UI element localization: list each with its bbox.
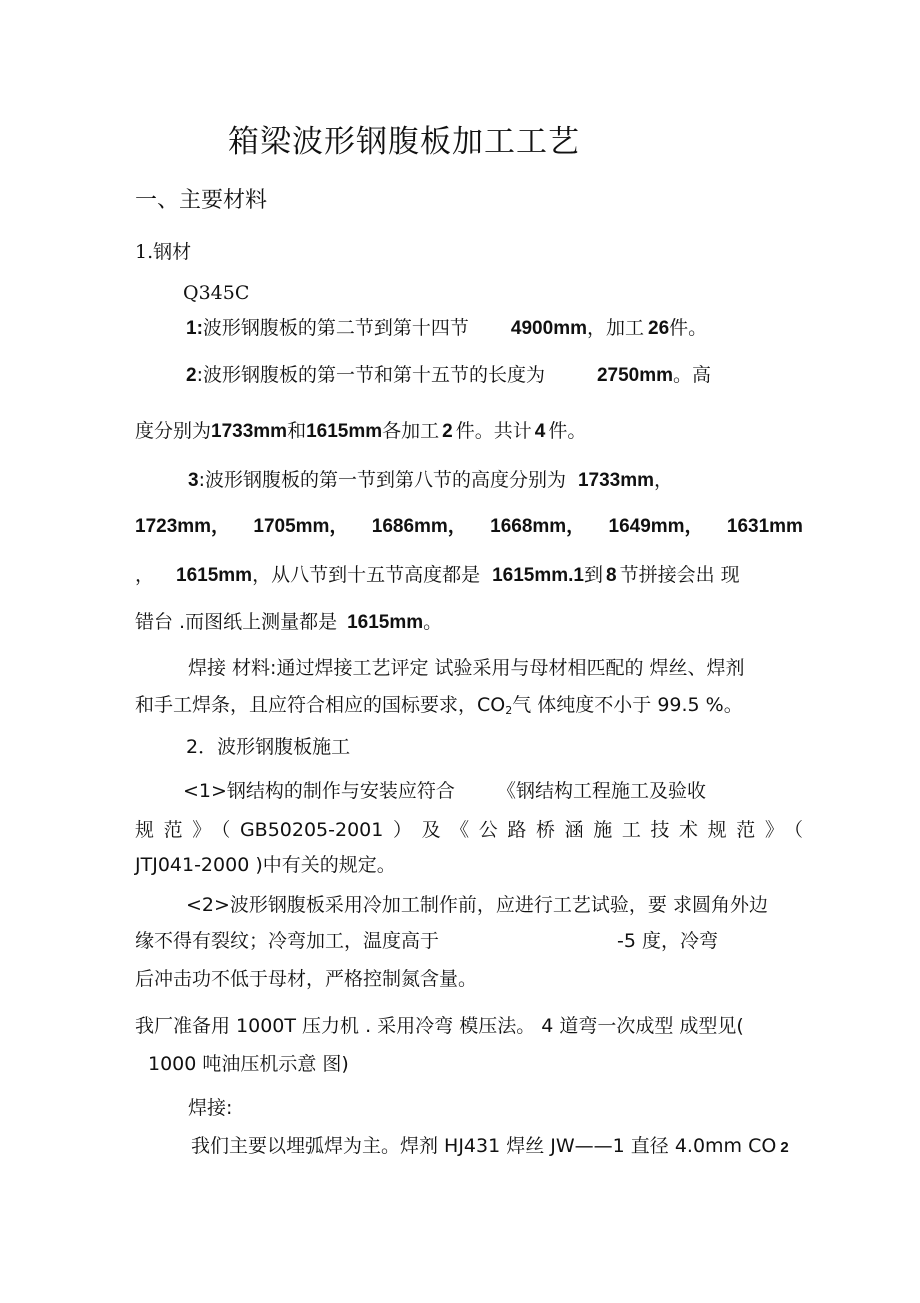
item-1-label: 1: — [186, 318, 203, 339]
item-1-tail-2: 件。 — [669, 317, 708, 339]
height-value: 1723mm， — [135, 516, 231, 537]
steel-item-3-line-3 — [135, 563, 740, 588]
item-3-height-all: 1615mm.1 — [492, 565, 584, 586]
item-1-text: 波形钢腹板的第二节到第十四节 — [202, 317, 469, 339]
subsection-heading-construction: 2．波形钢腹板施工 — [186, 736, 351, 758]
item-2-text: :波形钢腹板的第一节和第十五节的长度为 — [196, 364, 545, 386]
item-3-label: 3 — [188, 470, 199, 491]
item-2-length: 2750mm — [596, 365, 674, 386]
item-3-tail: 节拼接会出 现 — [619, 564, 740, 586]
co2-subscript: 2 — [505, 704, 513, 717]
p2-temperature: -5 度，冷弯 — [617, 930, 718, 952]
height-value: 1631mm — [726, 516, 803, 537]
welding-text-main: 我们主要以埋弧焊为主。焊剂 HJ431 焊丝 JW——1 直径 4.0mm CO — [191, 1135, 777, 1157]
item-2-label: 2 — [186, 365, 197, 386]
item-2-each: 各加工 — [382, 420, 440, 442]
item-2-mid: 件。共计 — [455, 420, 532, 442]
item-3-height-last: 1615mm — [176, 565, 253, 586]
steel-item-3-line-4 — [135, 610, 442, 635]
item-2-height-2: 1615mm — [306, 421, 383, 442]
item-3-text-c: 错台 .而图纸上测量都是 — [135, 611, 338, 633]
steel-item-2-line-2 — [135, 419, 586, 444]
item-3-height-1: 1733mm — [577, 470, 655, 491]
item-3-to: 到 — [584, 564, 604, 586]
item-2-tail: 。高 — [673, 364, 712, 386]
item-2-end: 件。 — [548, 420, 587, 442]
construction-p2-line-1: <2>波形钢腹板采用冷加工制作前，应进行工艺试验，要 求圆角外边 — [186, 894, 768, 916]
item-2-count-2: 4 — [534, 421, 546, 442]
steel-item-1 — [186, 316, 707, 341]
p1-text-b: 《钢结构工程施工及验收 — [496, 780, 706, 802]
item-3-drawing-height: 1615mm — [347, 612, 424, 633]
p1-text-c: 规范》（GB50205-2001）及《公路桥涵施工技术规范》（ — [135, 819, 803, 841]
construction-p1-line-2 — [135, 818, 803, 842]
steel-item-3-line-1 — [188, 468, 673, 493]
welding-text — [191, 1134, 789, 1160]
construction-p1-line-1 — [183, 779, 706, 803]
welding-material-text: 和手工焊条，且应符合相应的国标要求，CO — [135, 694, 506, 716]
item-2-count-1: 2 — [442, 421, 453, 442]
item-3-text: :波形钢腹板的第一节到第八节的高度分别为 — [198, 469, 566, 491]
welding-material-line-2 — [135, 693, 743, 723]
height-value: 1668mm， — [490, 516, 586, 537]
welding-material-line-1: 焊接 材料:通过焊接工艺评定 试验采用与母材相匹配的 焊丝、焊剂 — [188, 657, 745, 679]
height-value: 1649mm， — [608, 516, 704, 537]
construction-p2-line-3: 后冲击功不低于母材，严格控制氮含量。 — [135, 968, 478, 990]
height-value: 1686mm， — [371, 516, 467, 537]
item-1-tail: ，加工 — [586, 317, 644, 339]
welding-material-text-b: 气 体纯度不小于 99.5 %。 — [512, 694, 743, 716]
item-3-comma: ， — [654, 469, 674, 491]
document-title: 箱梁波形钢腹板加工工艺 — [228, 124, 580, 160]
item-3-end: 。 — [423, 611, 443, 633]
item-2-height-1: 1733mm — [211, 421, 288, 442]
welding-heading: 焊接: — [188, 1097, 233, 1119]
p1-text-a: <1>钢结构的制作与安装应符合 — [183, 780, 455, 802]
steel-item-3-heights-row — [135, 515, 803, 539]
item-3-section-8: 8 — [606, 565, 617, 586]
construction-p3-line-2: 1000 吨油压机示意 图) — [148, 1053, 349, 1075]
height-value: 1705mm， — [253, 516, 349, 537]
steel-item-2-line-1 — [186, 363, 711, 388]
item-2-text-b: 度分别为 — [135, 420, 212, 442]
construction-p1-line-3: JTJ041-2000 )中有关的规定。 — [135, 854, 396, 876]
co2-number: 2 — [780, 1139, 789, 1156]
subsection-heading-steel: 1.钢材 — [135, 241, 192, 263]
steel-grade: Q345C — [183, 282, 250, 304]
item-1-length: 4900mm — [510, 318, 587, 339]
item-3-comma-lead: ， — [135, 564, 155, 586]
item-3-text-b: ，从八节到十五节高度都是 — [252, 564, 481, 586]
section-heading-materials: 一、主要材料 — [135, 188, 268, 213]
construction-p3-line-1: 我厂准备用 1000T 压力机 . 采用冷弯 模压法。 4 道弯一次成型 成型见( — [135, 1015, 744, 1037]
item-2-and: 和 — [287, 420, 307, 442]
construction-p2-line-2 — [135, 929, 718, 953]
p2-text-b: 缘不得有裂纹；冷弯加工，温度高于 — [135, 930, 440, 952]
item-1-count: 26 — [648, 318, 670, 339]
